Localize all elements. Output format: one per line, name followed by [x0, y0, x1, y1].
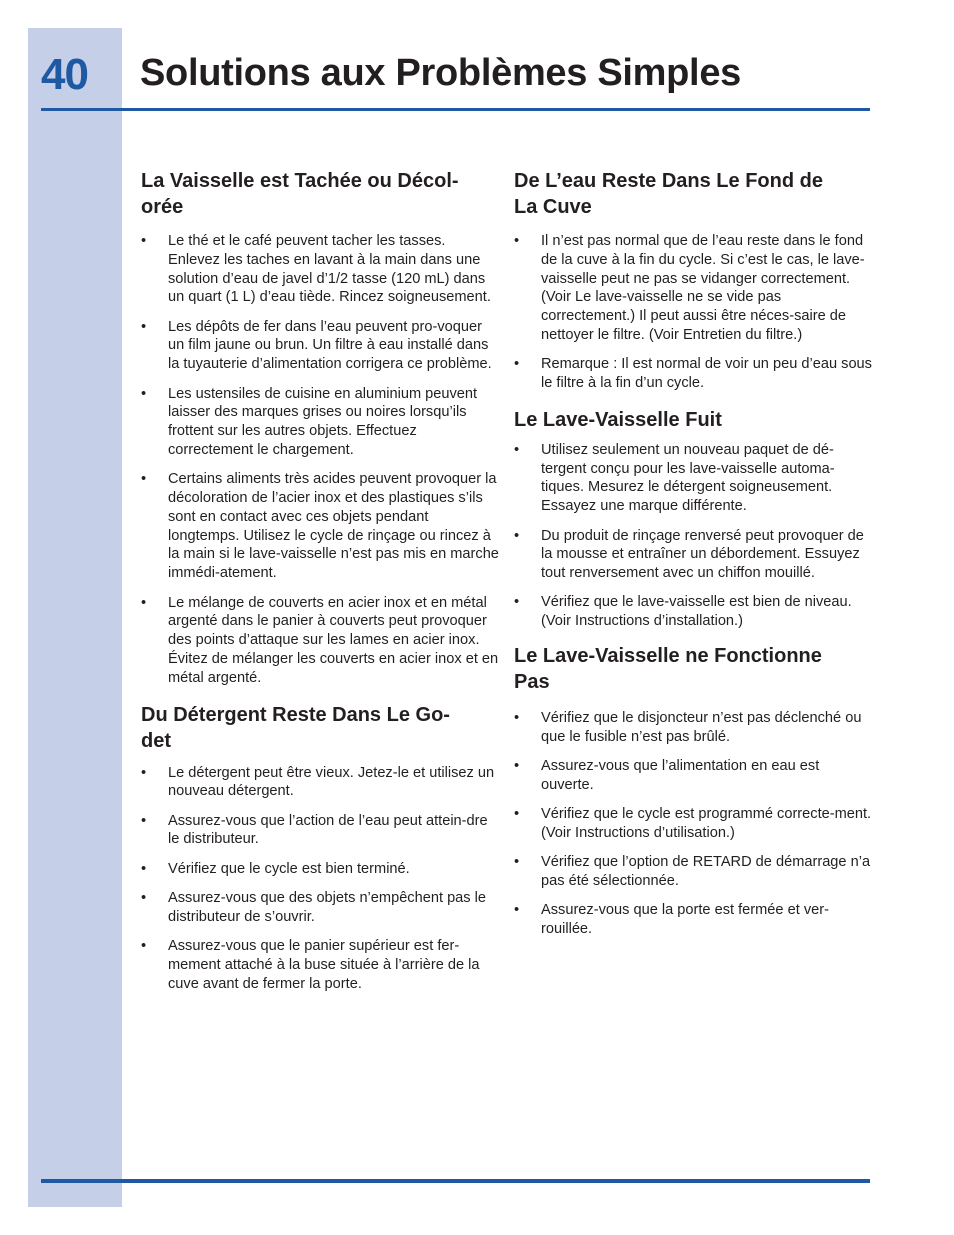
- list-item: • Utilisez seulement un nouveau paquet de dé-tergent conçu pour les lave-vaisselle automa-tiques. Mesurez le détergent soigneusement. Essayez une marque différente.: [514, 441, 835, 515]
- list-item: • Remarque : Il est normal de voir un peu d’eau sous le filtre à la fin d’un cycle.: [514, 356, 872, 392]
- list-item: • Assurez-vous que l’alimentation en eau est ouverte.: [514, 758, 820, 793]
- bullet-icon: •: [514, 441, 520, 458]
- header-rule: [41, 108, 870, 111]
- list-item: • Il n’est pas normal que de l’eau reste dans le fond de la cuve à la fin du cycle. Si c’est le cas, le lave-vaisselle peut ne pas se vidanger correctement. (Voir Le lave-vaisselle ne se vide pas correctement.) Il peut aussi être néces-saire de nettoyer le filtre. (Voir Entretien du filtre.): [514, 233, 865, 343]
- bullet-icon: •: [514, 806, 520, 823]
- bullet-icon: •: [141, 890, 147, 907]
- bullet-icon: •: [141, 318, 147, 335]
- list-item: • Assurez-vous que le panier supérieur est fer-mement attaché à la buse située à l’arrière de la cuve avant de fermer la porte.: [141, 938, 480, 992]
- list-item: • Les dépôts de fer dans l’eau peuvent pro-voquer un film jaune ou brun. Un filtre à eau installé dans la tuyauterie d’alimentation corrigera ce problème.: [141, 318, 492, 373]
- bullet-icon: •: [141, 764, 147, 781]
- bullet-list: [514, 709, 874, 939]
- bullet-icon: •: [141, 594, 147, 611]
- bullet-icon: •: [141, 860, 147, 877]
- list-item: • Assurez-vous que l’action de l’eau peut attein-dre le distributeur.: [141, 812, 488, 848]
- bullet-icon: •: [141, 812, 147, 829]
- left-column: [141, 168, 501, 1004]
- list-item: • Assurez-vous que la porte est fermée et ver-rouillée.: [514, 902, 829, 938]
- list-item: • Le thé et le café peuvent tacher les tasses. Enlevez les taches en lavant à la main dans une solution d’eau de javel d’1/2 tasse (120 mL) dans un quart (1 L) d’eau tiède. Rincez soigneusement.: [141, 233, 491, 306]
- list-item: • Certains aliments très acides peuvent provoquer la décoloration de l’acier inox et des plastiques s’ils sont en contact avec ces objets pendant longtemps. Utilisez le cycle de rinçage ou rincez à la main si le lave-vaisselle n’est pas mis en marche immédi-atement.: [141, 471, 499, 582]
- bullet-icon: •: [514, 758, 520, 775]
- list-item: • Du produit de rinçage renversé peut provoquer de la mousse et entraîner un débordement. Essuyez tout renversement avec un chiffon mouillé.: [514, 527, 864, 582]
- bullet-list: [141, 764, 501, 994]
- page-title: Solutions aux Problèmes Simples: [140, 52, 741, 94]
- section-heading: Le Lave-Vaisselle Fuit: [514, 408, 722, 431]
- section-stained-dishes: [141, 168, 501, 688]
- bullet-icon: •: [514, 233, 520, 249]
- bullet-list: [141, 232, 501, 688]
- bullet-list: [514, 441, 874, 631]
- list-item: • Vérifiez que le disjoncteur n’est pas déclenché ou que le fusible n’est pas brûlé.: [514, 710, 862, 745]
- section-water-remains: [514, 168, 874, 393]
- footer-rule: [41, 1179, 870, 1183]
- bullet-icon: •: [514, 594, 520, 611]
- section-not-working: [514, 643, 874, 939]
- bullet-icon: •: [141, 385, 147, 402]
- list-item: • Vérifiez que le cycle est programmé correcte-ment. (Voir Instructions d’utilisation.): [514, 806, 872, 842]
- list-item: • Vérifiez que le lave-vaisselle est bien de niveau. (Voir Instructions d’installation.): [514, 594, 852, 630]
- bullet-icon: •: [141, 938, 147, 955]
- bullet-icon: •: [514, 710, 520, 727]
- bullet-icon: •: [514, 527, 520, 544]
- bullet-icon: •: [141, 471, 147, 488]
- list-item: • Le détergent peut être vieux. Jetez-le et utilisez un nouveau détergent.: [141, 764, 495, 800]
- list-item: • Le mélange de couverts en acier inox et en métal argenté dans le panier à couverts peut provoquer des points d’attaque sur les lames en acier inox. Évitez de mélanger les couverts en acier inox et en métal argenté.: [141, 594, 499, 686]
- list-item: • Vérifiez que le cycle est bien terminé.: [141, 860, 410, 877]
- bullet-icon: •: [514, 356, 520, 373]
- bullet-icon: •: [514, 854, 520, 871]
- section-heading: Du Détergent Reste Dans Le Go- det: [141, 703, 450, 752]
- section-heading: La Vaisselle est Tachée ou Décol- orée: [141, 170, 459, 218]
- bullet-icon: •: [514, 902, 520, 919]
- section-heading: De L’eau Reste Dans Le Fond de La Cuve: [514, 170, 823, 218]
- page-number: 40: [41, 50, 88, 99]
- right-column: [514, 168, 874, 950]
- section-detergent-remains: [141, 702, 501, 994]
- bullet-list: [514, 232, 874, 393]
- list-item: • Assurez-vous que des objets n’empêchent pas le distributeur de s’ouvrir.: [141, 890, 487, 925]
- list-item: • Vérifiez que l’option de RETARD de démarrage n’a pas été sélectionnée.: [514, 854, 871, 890]
- section-dishwasher-leaks: [514, 407, 874, 631]
- bullet-icon: •: [141, 233, 147, 249]
- section-heading: Le Lave-Vaisselle ne Fonctionne Pas: [514, 645, 822, 694]
- page-sidebar-band: [28, 28, 122, 1207]
- list-item: • Les ustensiles de cuisine en aluminium peuvent laisser des marques grises ou noires lorsqu’ils frottent sur les autres objets. Effectuez correctement le chargement.: [141, 385, 478, 458]
